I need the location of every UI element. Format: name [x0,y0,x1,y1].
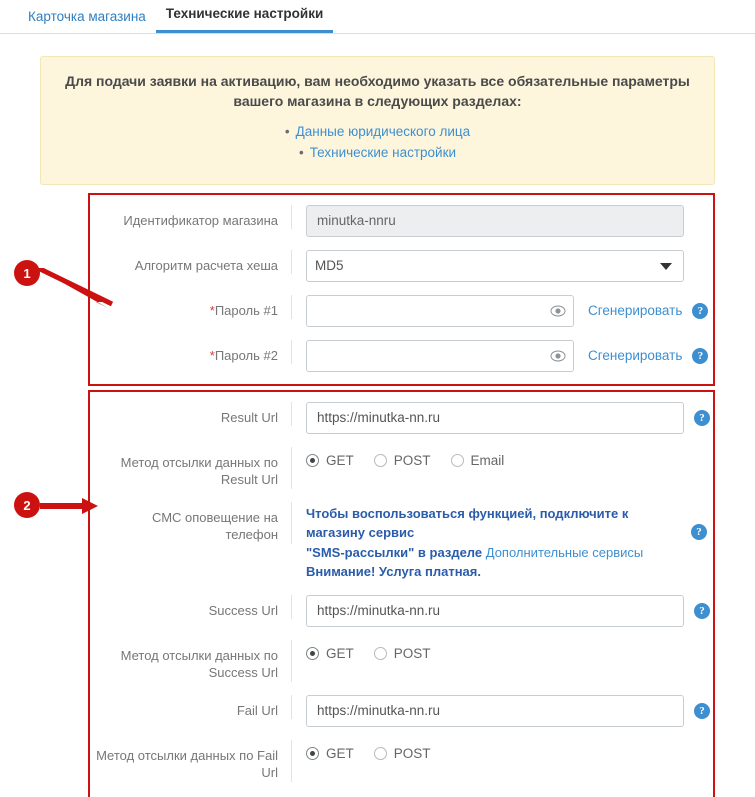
success-method-radio-group [306,640,431,661]
shop-id-input[interactable] [306,205,684,237]
password-2-input[interactable] [306,340,574,372]
sms-description [306,502,681,582]
radio-dot-icon [306,454,319,467]
sms-text-line-3: Внимание! Услуга платная. [306,564,481,580]
help-icon[interactable]: ? [694,703,710,719]
generate-password-1-link[interactable]: Сгенерировать [588,303,683,319]
row-hash-algorithm [96,250,707,282]
row-fail-url [96,695,707,727]
help-icon[interactable]: ? [694,603,710,619]
radio-dot-icon [451,454,464,467]
result-method-label: Метод отсылки данных по Result Url [96,447,292,489]
shop-id-field [292,205,707,237]
fail-url-field [292,695,710,727]
hash-algorithm-select[interactable] [306,250,684,282]
annotation-badge-2: 2 [14,492,40,518]
result-url-field [292,402,710,434]
password-1-field [292,295,708,327]
success-url-input[interactable] [306,595,684,627]
list-item [63,145,692,160]
password-2-field [292,340,708,372]
tabbar [0,0,755,34]
hash-algorithm-select-wrap [306,250,684,282]
radio-label: GET [326,452,354,468]
fail-method-field [292,740,707,761]
bullet-icon: • [284,123,290,139]
success-url-label: Success Url [96,595,292,620]
annotation-badge-1: 1 [14,260,40,286]
success-method-label: Метод отсылки данных по Success Url [96,640,292,682]
row-password-2 [96,340,707,372]
sms-field [292,502,707,582]
activation-notice [40,56,715,185]
urls-section [88,390,715,797]
help-icon[interactable]: ? [694,410,710,426]
sms-label: СМС оповещение на телефон [96,502,292,544]
success-url-field [292,595,710,627]
notice-title: Для подачи заявки на активацию, вам необходимо указать все обязательные параметры вашего магазина в следующих разделах: [65,73,690,110]
password-2-input-wrap [306,340,574,372]
row-fail-method [96,740,707,782]
shop-id-label: Идентификатор магазина [96,205,292,230]
sms-text-line-2: "SMS-рассылки" в разделе [306,544,483,560]
radio-label: POST [393,645,431,661]
result-method-field [292,447,707,468]
password-1-input[interactable] [306,295,574,327]
radio-dot-icon [374,454,387,467]
row-sms-notification [96,502,707,582]
bullet-icon: • [298,144,304,160]
row-success-url [96,595,707,627]
link-technical-settings[interactable]: Технические настройки [309,144,457,160]
radio-result-get[interactable] [306,453,354,468]
radio-fail-post[interactable] [374,746,431,761]
radio-dot-icon [374,647,387,660]
annotation-arrow-2 [40,498,100,514]
radio-label: POST [393,452,431,468]
link-additional-services[interactable]: Дополнительные сервисы [485,544,644,560]
credentials-section [88,193,715,386]
fail-method-label: Метод отсылки данных по Fail Url [96,740,292,782]
result-method-radio-group [306,447,504,468]
row-result-url [96,402,707,434]
radio-label: Email [470,452,505,468]
radio-success-post[interactable] [374,646,431,661]
password-2-label-text: Пароль #2 [214,347,278,363]
hash-algorithm-label: Алгоритм расчета хеша [96,250,292,275]
hash-algorithm-field [292,250,707,282]
radio-fail-get[interactable] [306,746,354,761]
list-item [63,124,692,139]
notice-list [63,124,692,160]
password-1-label-text: Пароль #1 [214,302,278,318]
radio-label: POST [393,745,431,761]
help-icon[interactable]: ? [691,524,707,540]
help-icon[interactable]: ? [692,348,708,364]
tab-technical-settings[interactable]: Технические настройки [156,2,334,33]
tab-shop-card[interactable]: Карточка магазина [28,9,146,24]
radio-label: GET [326,645,354,661]
success-method-field [292,640,707,661]
content [0,34,755,797]
help-icon[interactable]: ? [692,303,708,319]
fail-url-input[interactable] [306,695,684,727]
row-success-method [96,640,707,682]
required-marker: * [209,302,215,318]
result-url-input[interactable] [306,402,684,434]
row-shop-id [96,205,707,237]
link-legal-entity-data[interactable]: Данные юридического лица [295,123,471,139]
password-1-input-wrap [306,295,574,327]
radio-dot-icon [306,647,319,660]
password-2-label [96,340,292,365]
radio-result-email[interactable] [451,453,505,468]
fail-method-radio-group [306,740,431,761]
sms-text-line-1: Чтобы воспользоваться функцией, подключите к магазину сервис [306,505,629,541]
password-1-label [96,295,292,320]
radio-label: GET [326,745,354,761]
generate-password-2-link[interactable]: Сгенерировать [588,348,683,364]
annotation-arrow-1 [38,268,116,308]
radio-result-post[interactable] [374,453,431,468]
radio-dot-icon [374,747,387,760]
radio-success-get[interactable] [306,646,354,661]
required-marker: * [209,347,215,363]
radio-dot-icon [306,747,319,760]
result-url-label: Result Url [96,402,292,427]
row-result-method [96,447,707,489]
row-password-1 [96,295,707,327]
fail-url-label: Fail Url [96,695,292,720]
